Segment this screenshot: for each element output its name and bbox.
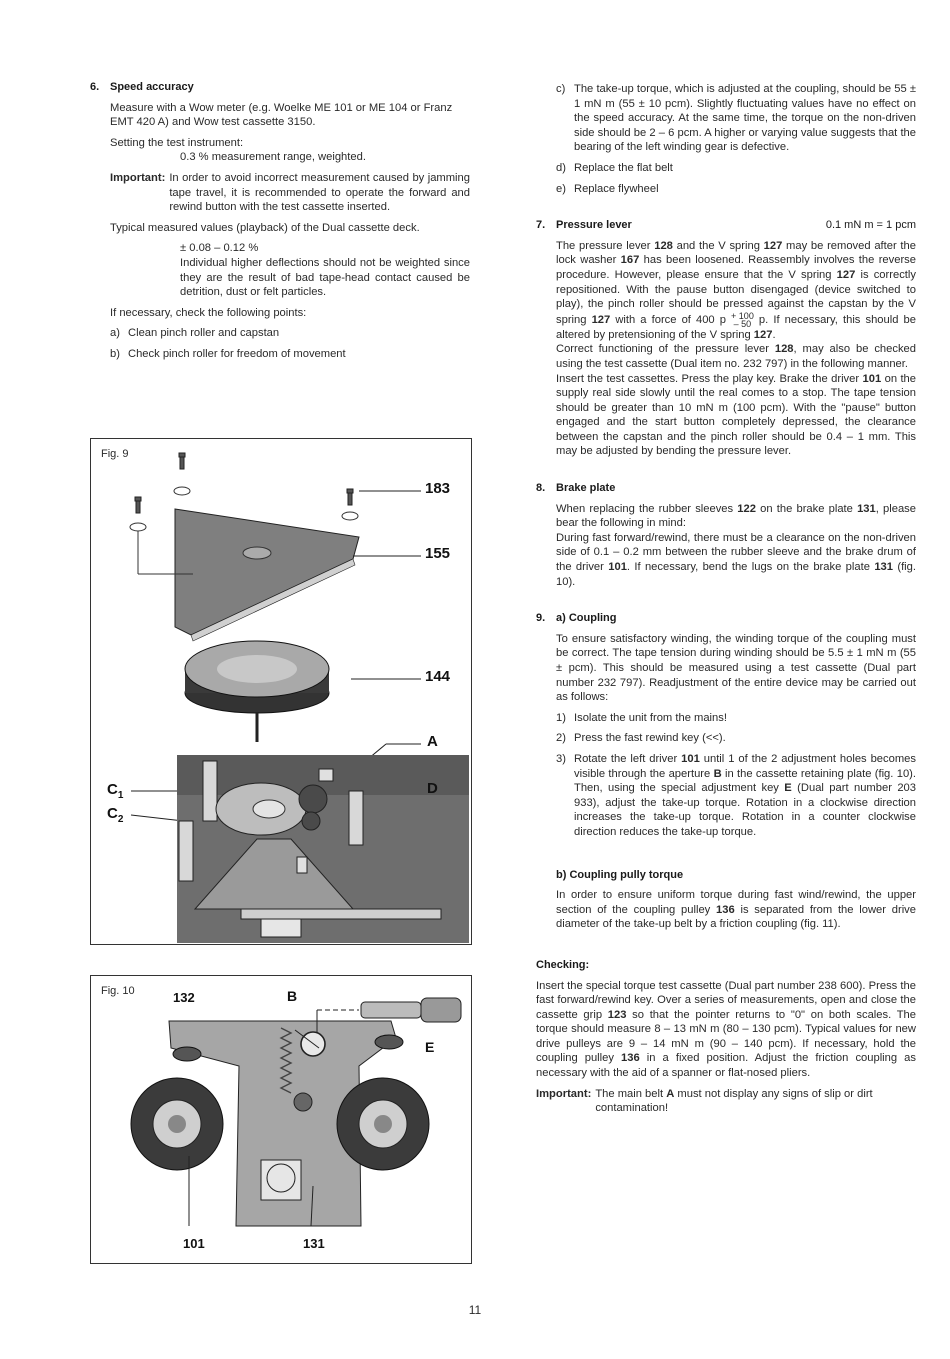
callout-c2-letter: C [107,805,118,822]
paragraph: Typical measured values (playback) of the Dual cassette deck. [110,221,420,234]
list-item [556,711,916,726]
callout-c1-subscript: 1 [117,790,124,801]
paragraph: When replacing the rubber sleeves 122 on the brake plate 131, please bear the following in mind: [556,502,916,530]
important-note [110,171,470,215]
figure-10 [90,975,472,1264]
paragraph: Individual higher deflections should not be weighted since they are the result of bad tape-head contact caused be detrition, dust or felt particles. [180,256,470,299]
section-number: 7. [536,219,546,232]
list-text: Press the fast rewind key (<<). [574,732,726,745]
paragraph: In order to ensure uniform torque during fast wind/rewind, the upper section of the coupling pulley 136 is separated from the lower drive diameter of the take-up belt by a friction coupling (fig. 11). [556,889,916,931]
figure-caption: Fig. 9 [101,448,129,460]
section-number: 9. [536,612,546,625]
list-marker: c) [556,83,566,95]
left-column [90,80,470,368]
list-item [556,731,916,746]
paragraph: To ensure satisfactory winding, the winding torque of the coupling must be correct. The tape tension during winding should be 5.5 ± 1 mN m (55 ± pcm). This should be measured using a test cassette (Dual part number 232 797). Readjustment of the entire device may be carried out as follows: [556,632,916,704]
important-label: Important: [536,1087,592,1100]
paragraph: ± 0.08 – 0.12 % [180,242,259,255]
paragraph: If necessary, check the following points: [110,306,307,319]
list-text: Rotate the left driver 101 until 1 of the 2 adjustment holes becomes visible through the aperture B in the cassette retaining plate (fig. 10). Then, using the special adjustment key E (Dual part number 203 933), adjust the take-up torque. Rotation in a clockwise direction increases the take-up torque. Rotation in a counter clockwise direction reduces the take-up torque. [574,752,916,838]
callout-183: 183 [425,480,451,497]
list-item [556,161,916,176]
figure-caption: Fig. 10 [101,985,135,997]
callout-e: E [425,1039,435,1055]
list-item [556,752,916,840]
figure-9-drawing [91,439,471,944]
important-note [536,1087,916,1116]
figure-9 [90,438,472,945]
callout-c1 [107,783,123,804]
callout-144: 144 [425,668,451,685]
paragraph: Setting the test instrument: [110,136,244,149]
paragraph: 0.3 % measurement range, weighted. [180,151,366,164]
checking-heading: Checking: [536,958,590,971]
list-text: Replace flywheel [574,182,659,195]
callout-c2 [107,807,123,828]
callout-c1-letter: C [107,781,118,798]
list-marker: a) [110,327,120,340]
list-text: Replace the flat belt [574,161,673,174]
section-7-heading [536,218,916,233]
page-number: 11 [468,1303,482,1317]
list-marker: 2) [556,732,566,745]
unit-note: 0.1 mN m = 1 pcm [825,219,916,232]
section-number: 8. [536,482,546,495]
section-title: Pressure lever [556,219,632,232]
paragraph: Correct functioning of the pressure lever 128, may also be checked using the test cassette (Dual item no. 232 797) in the following manner. [556,343,916,370]
right-column [536,82,916,1116]
paragraph: Measure with a Wow meter (e.g. Woelke ME 101 or ME 104 or Franz EMT 420 A) and Wow test cassette 3150. [110,101,453,129]
list-item [110,326,470,341]
list-item [110,347,470,362]
section-title: a) Coupling [556,612,617,625]
list-item [556,182,916,197]
list-text: Check pinch roller for freedom of movement [128,347,346,360]
section-8-heading [536,481,916,496]
list-marker: e) [556,182,566,195]
callout-b: B [287,988,298,1004]
callout-131: 131 [303,1236,325,1251]
callout-c2-subscript: 2 [117,814,124,825]
callout-d: D [427,780,438,797]
section-9a-heading [536,611,916,626]
section-9b-heading: b) Coupling pully torque [556,868,684,881]
section-title: Speed accuracy [110,81,194,93]
tolerance: + 100 – 50 [731,310,754,329]
section-6-heading [90,80,470,95]
list-marker: 1) [556,711,566,724]
paragraph: Insert the special torque test cassette (Dual part number 238 600). Press the fast forward/rewind key. Over a series of measurements, open and close the cassette grip 123 so that the pointer returns to "0" on both scales. The torque should measure 8 – 13 mN m (80 – 130 pcm). Typical values for new drive pulleys are 9 – 14 mN m (90 – 140 pcm). If necessary, hold the coupling pulley 136 in a fixed position. Adjust the friction coupling as necessary with the aid of a spanner or flat-nosed pliers. [536,979,916,1080]
important-label: Important: [110,171,166,184]
list-marker: b) [110,347,120,360]
paragraph: The pressure lever 128 and the V spring 127 may be removed after the lock washer 167 has been loosened. Reassembly involves the reverse procedure. However, please ensure that the V spring 127 is correctly repositioned. With the pause button disengaged (device switched to play), the pinch roller should be pressed against the capstan by the V spring 127 with a force of 400 p + 100 – 50 p. If necessary, this should be altered by pretensioning of the V spring 127. [556,239,916,341]
callout-101: 101 [183,1236,205,1251]
list-text: Clean pinch roller and capstan [128,327,280,340]
list-marker: d) [556,161,566,174]
important-text: The main belt A must not display any signs of slip or dirt contamination! [595,1087,873,1115]
callout-155: 155 [425,545,451,562]
figure-10-drawing [91,976,471,1263]
callout-a: A [427,733,438,750]
list-text: The take-up torque, which is adjusted at the coupling, should be 55 ± 1 mN m (55 ± 10 pcm). Slightly fluctuating values have no effect on the speed accuracy. At the same time, the torque on the non-driven side should be 2 – 6 pcm. A higher or varying value suggests that the bearing of the left winding gear is defective. [574,83,916,154]
paragraph: Insert the test cassettes. Press the play key. Brake the driver 101 on the supply real side slowly until the real comes to a stop. The tape tension should be greater than 10 mN m (100 pcm). With the "pause" button engaged and the start button completely depressed, the clearance between the capstan and the pinch roller should be 0.4 – 1 mm. This may be adjusted by bending the pressure lever. [556,372,916,458]
section-title: Brake plate [556,482,616,495]
list-marker: 3) [556,752,566,765]
paragraph: During fast forward/rewind, there must be a clearance on the non-driven side of 0.1 – 0.2 mm between the rubber sleeve and the brake drum of the driver 101. If necessary, bend the lugs on the brake plate 131 (fig. 10). [556,531,916,588]
list-text: Isolate the unit from the mains! [574,711,727,724]
callout-132: 132 [173,990,195,1005]
important-text: In order to avoid incorrect measurement caused by jamming tape travel, it is recommended to operate the forward and rewind button with the test cassette inserted. [169,171,470,214]
list-item [556,82,916,155]
section-number: 6. [90,81,100,93]
